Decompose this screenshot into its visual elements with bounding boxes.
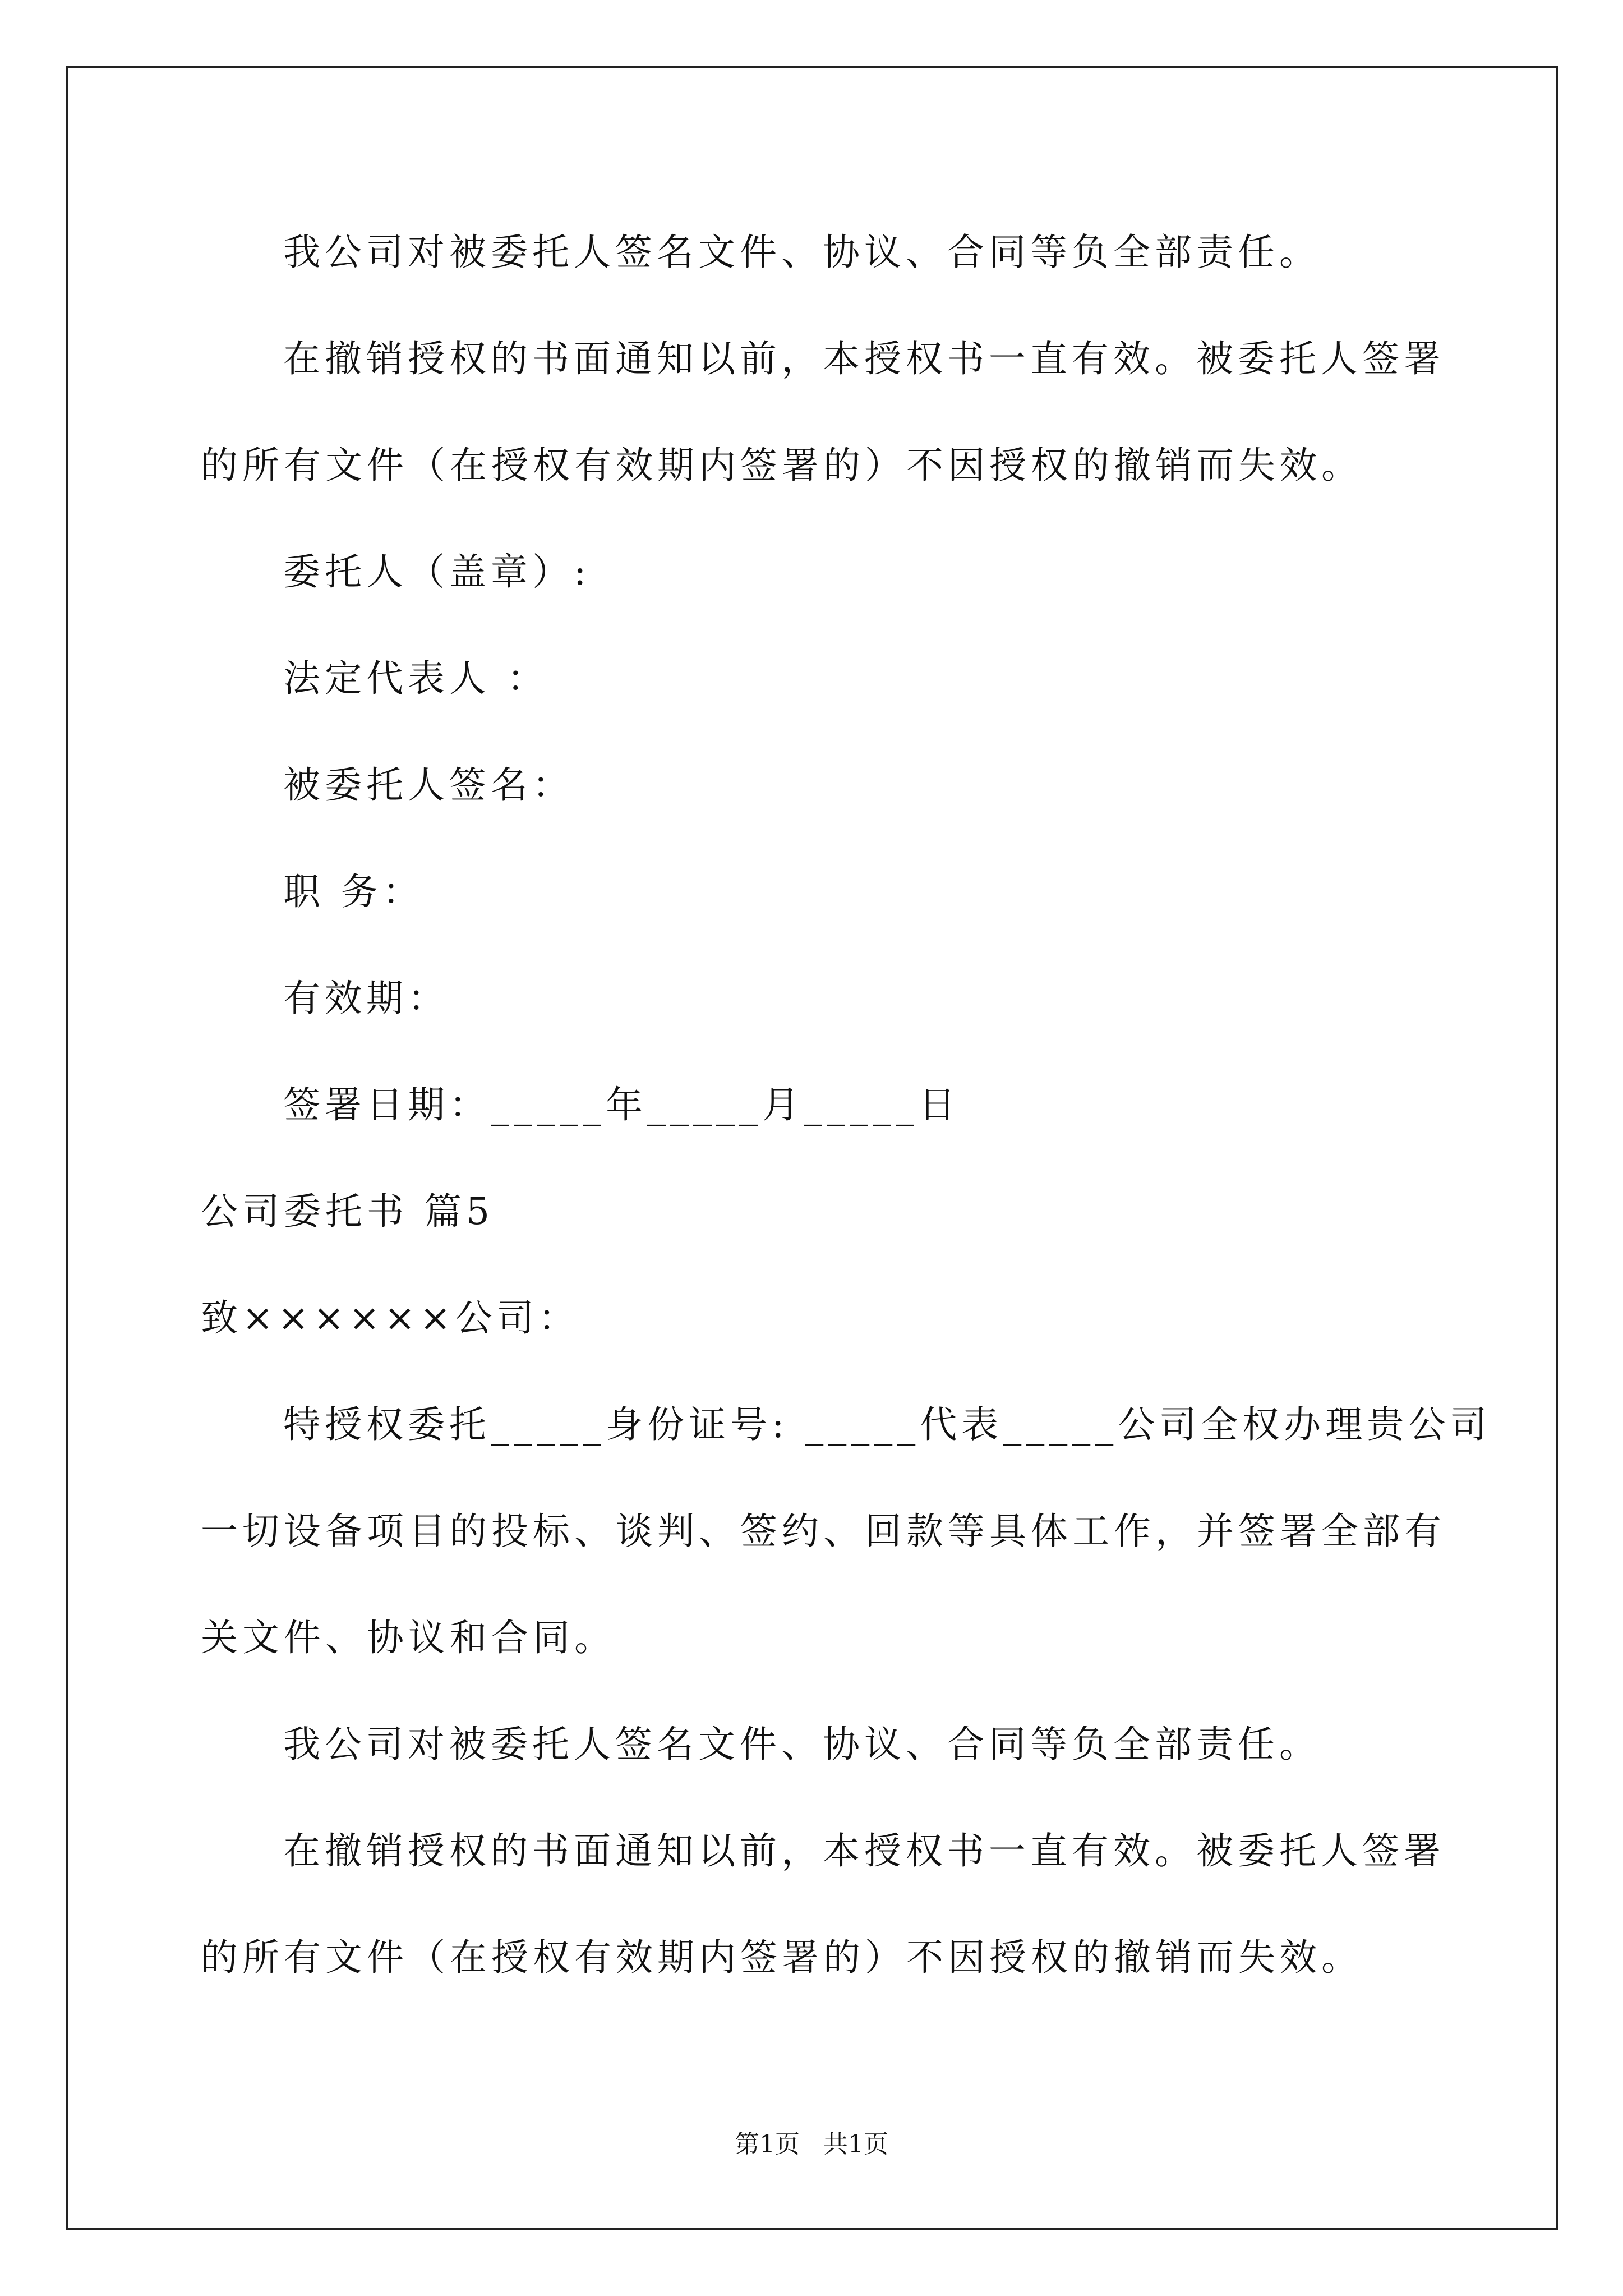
paragraph-authorization-line2: 一切设备项目的投标、谈判、签约、回款等具体工作，并签署全部有 [201,1510,1446,1553]
paragraph-validity-1-line2: 的所有文件（在授权有效期内签署的）不因授权的撤销而失效。 [201,444,1363,487]
page-footer: 第1页 共1页 [735,2130,888,2159]
paragraph-responsibility-2: 我公司对被委托人签名文件、协议、合同等负全部责任。 [283,1723,1321,1766]
paragraph-authorization-line1: 特授权委托_____身份证号: _____代表_____公司全权办理贵公司 [283,1403,1492,1446]
paragraph-responsibility-1: 我公司对被委托人签名文件、协议、合同等负全部责任。 [283,231,1321,274]
field-validity-period: 有效期： [283,977,449,1020]
field-signing-date: 签署日期：_____年_____月_____日 [283,1083,960,1126]
paragraph-validity-2-line2: 的所有文件（在授权有效期内签署的）不因授权的撤销而失效。 [201,1936,1363,1979]
addressee-line: 致××××××公司： [201,1296,580,1340]
field-legal-representative: 法定代表人 ： [283,657,548,700]
paragraph-validity-1-line1: 在撤销授权的书面通知以前，本授权书一直有效。被委托人签署 [283,337,1445,380]
section-heading: 公司委托书 篇5 [201,1190,494,1233]
field-agent-signature: 被委托人签名： [283,763,574,807]
page-border [66,66,1558,2230]
paragraph-validity-2-line1: 在撤销授权的书面通知以前，本授权书一直有效。被委托人签署 [283,1829,1445,1872]
field-principal-seal: 委托人（盖章）: [283,550,591,593]
paragraph-authorization-line3: 关文件、协议和合同。 [201,1616,616,1659]
field-position: 职 务： [283,870,424,913]
